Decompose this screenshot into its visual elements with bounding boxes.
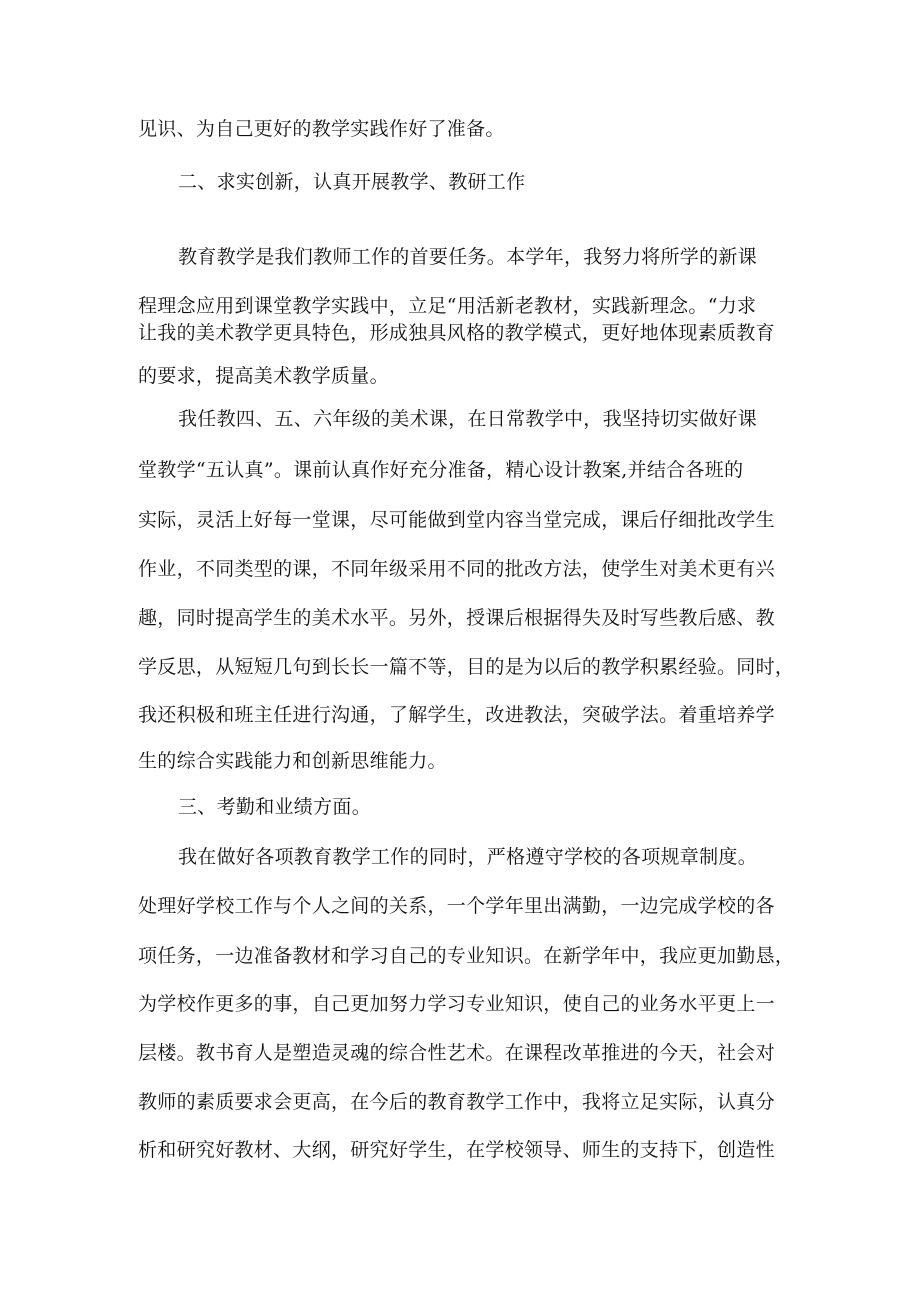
text-line: 我在做好各项教育教学工作的同时，严格遵守学校的各项规章制度。 [178, 846, 758, 868]
text-line: 让我的美术教学更具特色，形成独具风格的教学模式，更好地体现素质教育 [138, 322, 775, 344]
section-heading: 二、求实创新，认真开展教学、教研工作 [178, 171, 526, 193]
text-line: 的要求，提高美术教学质量。 [138, 365, 389, 387]
text-line: 析和研究好教材、大纲，研究好学生，在学校领导、师生的支持下，创造性 [138, 1139, 775, 1161]
text-line: 趣，同时提高学生的美术水平。另外，授课后根据得失及时写些教后感、教 [138, 607, 775, 629]
text-line: 生的综合实践能力和创新思维能力。 [138, 750, 447, 772]
text-line: 作业，不同类型的课，不同年级采用不同的批改方法，使学生对美术更有兴 [138, 558, 775, 580]
text-line: 教师的素质要求会更高，在今后的教育教学工作中，我将立足实际，认真分 [138, 1091, 775, 1113]
text-line: 我还积极和班主任进行沟通，了解学生，改进教法，突破学法。着重培养学 [138, 704, 775, 726]
text-line: 见识、为自己更好的教学实践作好了准备。 [138, 118, 505, 140]
text-line: 教育教学是我们教师工作的首要任务。本学年，我努力将所学的新课 [178, 246, 758, 268]
text-line: 处理好学校工作与个人之间的关系，一个学年里出满勤，一边完成学校的各 [138, 895, 775, 917]
text-line: 层楼。教书育人是塑造灵魂的综合性艺术。在课程改革推进的今天，社会对 [138, 1042, 775, 1064]
text-line: 项任务，一边准备教材和学习自己的专业知识。在新学年中，我应更加勤恳， [138, 945, 795, 967]
text-line: 学反思，从短短几句到长长一篇不等，目的是为以后的教学积累经验。同时， [138, 656, 795, 678]
text-line: 堂教学“五认真”。课前认真作好充分准备，精心设计教案,并结合各班的 [138, 459, 744, 481]
text-line: 我任教四、五、六年级的美术课，在日常教学中，我坚持切实做好课 [178, 408, 758, 430]
section-heading: 三、考勤和业绩方面。 [178, 796, 372, 818]
text-line: 程理念应用到课堂教学实践中，立足“用活新老教材，实践新理念。“力求 [138, 295, 757, 317]
text-line: 为学校作更多的事，自己更加努力学习专业知识，使自己的业务水平更上一 [138, 993, 775, 1015]
text-line: 实际，灵活上好每一堂课，尽可能做到堂内容当堂完成，课后仔细批改学生 [138, 509, 775, 531]
